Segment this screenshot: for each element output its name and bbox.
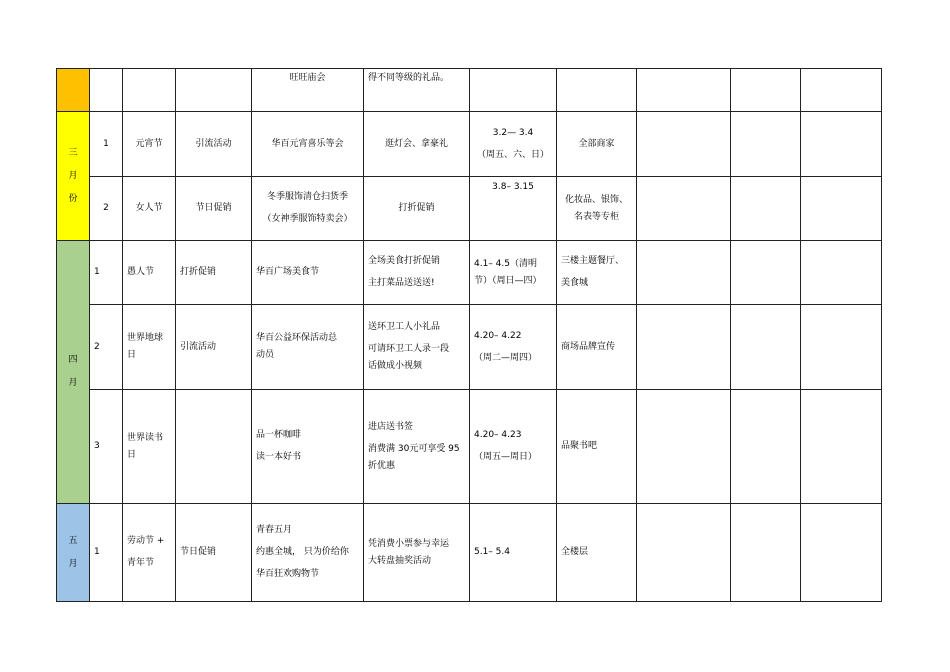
month-cell-april: 四 月: [57, 241, 90, 504]
row-number: 1: [90, 112, 123, 177]
festival-cell: 元宵节: [123, 112, 176, 177]
content-cell: 凭消费小票参与幸运 大转盘抽奖活动: [364, 504, 470, 602]
type-cell: 打折促销: [176, 241, 252, 305]
theme-cell: 冬季服饰清仓扫货季 （女神季服饰特卖会）: [252, 177, 364, 241]
table-row: [57, 112, 882, 177]
theme-cell: 旺旺庙会: [252, 69, 364, 112]
row-number: 2: [90, 177, 123, 241]
scope-cell: 三楼主题餐厅、 美食城: [557, 241, 637, 305]
type-cell: 节日促销: [176, 504, 252, 602]
scope-cell: 品聚书吧: [557, 390, 637, 504]
content-cell: 送环卫工人小礼品 可请环卫工人录一段 话做成小视频: [364, 305, 470, 390]
type-cell: 节日促销: [176, 177, 252, 241]
content-cell: 打折促销: [364, 177, 470, 241]
activity-plan-table: [56, 68, 882, 602]
table-row: [57, 305, 882, 390]
table-row: [57, 390, 882, 504]
month-cell-orange: [57, 69, 90, 112]
table-row: [57, 177, 882, 241]
row-number: 1: [90, 504, 123, 602]
table-row: [57, 504, 882, 602]
festival-cell: 愚人节: [123, 241, 176, 305]
theme-cell: 华百公益环保活动总 动员: [252, 305, 364, 390]
scope-cell: 商场品牌宣传: [557, 305, 637, 390]
month-cell-march: 三 月 份: [57, 112, 90, 241]
type-cell: 引流活动: [176, 305, 252, 390]
theme-cell: 青春五月 约惠全城， 只为价给你 华百狂欢购物节: [252, 504, 364, 602]
row-number: 1: [90, 241, 123, 305]
table-row: [57, 241, 882, 305]
type-cell: 引流活动: [176, 112, 252, 177]
table-row: [57, 69, 882, 112]
date-cell: 5.1– 5.4: [470, 504, 557, 602]
festival-cell: 女人节: [123, 177, 176, 241]
date-cell: 3.8– 3.15: [470, 177, 557, 241]
scope-cell: 全楼层: [557, 504, 637, 602]
content-cell: 全场美食打折促销 主打菜品送送送!: [364, 241, 470, 305]
content-cell: 进店送书签 消费满 30元可享受 95 折优惠: [364, 390, 470, 504]
scope-cell: 全部商家: [557, 112, 637, 177]
content-cell: 得不同等级的礼品。: [364, 69, 470, 112]
theme-cell: 华百元宵喜乐等会: [252, 112, 364, 177]
festival-cell: 劳动节 + 青年节: [123, 504, 176, 602]
scope-cell: 化妆品、银饰、 名表等专柜: [557, 177, 637, 241]
content-cell: 逛灯会、拿豪礼: [364, 112, 470, 177]
date-cell: 4.20– 4.23 （周五—周日）: [470, 390, 557, 504]
theme-cell: 品一杯咖啡 读一本好书: [252, 390, 364, 504]
theme-cell: 华百广场美食节: [252, 241, 364, 305]
date-cell: 3.2— 3.4 （周五、六、日）: [470, 112, 557, 177]
row-number: 3: [90, 390, 123, 504]
month-cell-may: 五 月: [57, 504, 90, 602]
festival-cell: 世界地球 日: [123, 305, 176, 390]
date-cell: 4.20– 4.22 （周二—周四）: [470, 305, 557, 390]
date-cell: 4.1– 4.5（清明 节）（周日—四）: [470, 241, 557, 305]
festival-cell: 世界读书 日: [123, 390, 176, 504]
row-number: 2: [90, 305, 123, 390]
